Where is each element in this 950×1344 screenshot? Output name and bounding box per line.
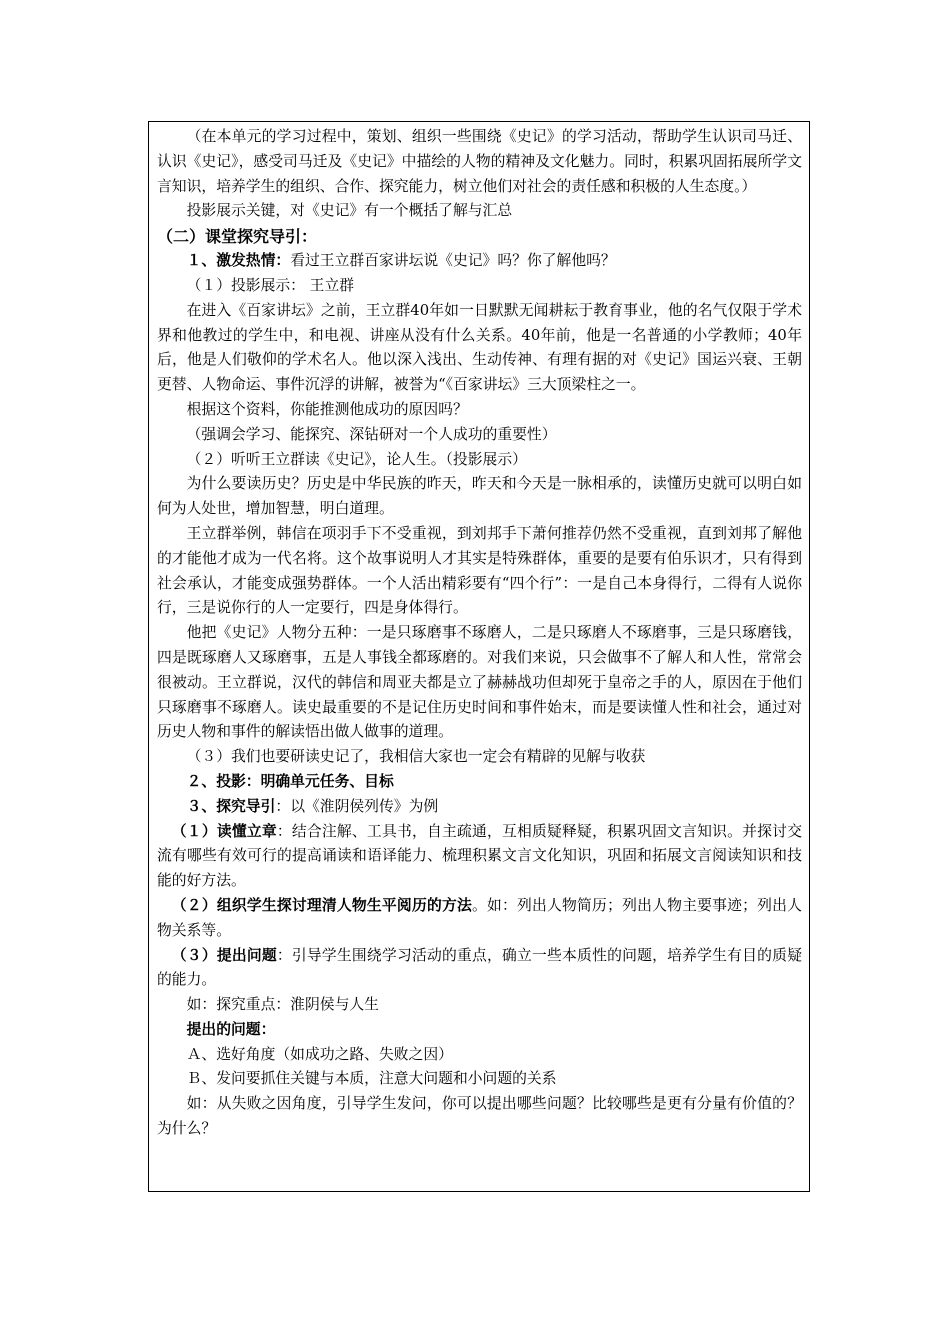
section-heading: （二）课堂探究导引：	[157, 227, 318, 247]
step-2: ２、投影：明确单元任务、目标	[186, 772, 394, 790]
item-2-label: （２）组织学生探讨理清人物生平阅历的方法	[171, 896, 472, 914]
step-3-text: ：以《淮阴侯列传》为例	[275, 797, 439, 815]
five-types-paragraph: 他把《史记》人物分五种：一是只琢磨事不琢磨人，二是只琢磨人不琢磨事，三是只琢磨钱，四是既琢磨人又琢磨事，五是人事钱全都琢磨的。对我们来说，只会做事不了解人和人性，常常会很被动。王立群说，汉代的韩信和周亚夫都是立了赫赫战功但却死于皇帝之手的人，原因在于他们只琢磨事不琢磨人。读史最重要的不是记住历史时间和事件始末，而是要读懂人性和社会，通过对历史人物和事件的解读悟出做人做事的道理。	[157, 624, 802, 741]
questions-heading: 提出的问题：	[186, 1020, 276, 1038]
content-frame	[148, 121, 810, 1192]
item-2	[157, 894, 802, 944]
intro-paragraph: （在本单元的学习过程中，策划、组织一些围绕《史记》的学习活动，帮助学生认识司马迁、认识《史记》，感受司马迁及《史记》中描绘的人物的精神及文化魅力。同时，积累巩固拓展所学文言知识，培养学生的组织、合作、探究能力，树立他们对社会的责任感和积极的人生态度。）	[157, 128, 802, 195]
focus-paragraph: 如：探究重点：淮阴侯与人生	[186, 996, 379, 1014]
item-2-text: 。如：列出人物简历；列出人物主要事迹；列出人物关系等。	[157, 896, 802, 939]
point-b: Ｂ、发问要抓住关键与本质，注意大问题和小问题的关系	[186, 1070, 557, 1088]
step-3	[157, 795, 802, 820]
sub-2: （２）听听王立群读《史记》，论人生。（投影展示）	[186, 450, 527, 468]
step-1	[157, 249, 802, 274]
item-3-text: ：引导学生围绕学习活动的重点，确立一些本质性的问题，培养学生有目的质疑的能力。	[157, 946, 802, 989]
step-3-label: ３、探究导引	[186, 797, 276, 815]
item-1-text: ：结合注解、工具书，自主疏通，互相质疑释疑，积累巩固文言知识。并探讨交流有哪些有效可行的提高诵读和语译能力、梳理积累文言文化知识，巩固和拓展文言阅读知识和技能的好方法。	[157, 822, 802, 890]
hanxin-paragraph: 王立群举例，韩信在项羽手下不受重视，到刘邦手下萧何推荐仍然不受重视，直到刘邦了解他的才能他才成为一代名将。这个故事说明人才其实是特殊群体，重要的是要有伯乐识才，只有得到社会承认，才能变成强势群体。一个人活出精彩要有“四个行”：一是自己本身得行，二得有人说你行，三是说你行的人一定要行，四是身体得行。	[157, 524, 802, 617]
item-3-label: （３）提出问题	[171, 946, 277, 964]
item-3	[157, 944, 802, 994]
closing-paragraph: 如：从失败之因角度，引导学生发问，你可以提出哪些问题？比较哪些是更有分量有价值的？为什么？	[157, 1095, 802, 1138]
emphasis-paragraph: （强调会学习、能探究、深钻研对一个人成功的重要性）	[186, 425, 557, 443]
history-paragraph: 为什么要读历史？历史是中华民族的昨天，昨天和今天是一脉相承的，读懂历史就可以明白如何为人处世，增加智慧，明白道理。	[157, 475, 802, 518]
step-1-label: １、激发热情：	[186, 252, 291, 270]
step-1-text: 看过王立群百家讲坛说《史记》吗？你了解他吗？	[290, 252, 616, 270]
item-1-label: （１）读懂立章	[171, 822, 277, 840]
question-paragraph: 根据这个资料，你能推测他成功的原因吗？	[186, 400, 468, 418]
sub-3: （３）我们也要研读史记了，我相信大家也一定会有精辟的见解与收获	[186, 748, 646, 766]
projection-note: 投影展示关键，对《史记》有一个概括了解与汇总	[186, 202, 513, 220]
item-1	[157, 820, 802, 894]
wang-bio-paragraph: 在进入《百家讲坛》之前，王立群40年如一日默默无闻耕耘于教育事业，他的名气仅限于学术界和他教过的学生中，和电视、讲座从没有什么关系。40年前，他是一名普通的小学教师；40年后，他是人们敬仰的学术名人。他以深入浅出、生动传神、有理有据的对《史记》国运兴衰、王朝更替、人物命运、事件沉浮的讲解，被誉为“《百家讲坛》三大顶梁柱之一。	[157, 301, 802, 394]
point-a: Ａ、选好角度（如成功之路、失败之因）	[186, 1045, 453, 1063]
sub-1: （１）投影展示： 王立群	[186, 276, 355, 294]
lesson-content	[157, 125, 802, 1142]
